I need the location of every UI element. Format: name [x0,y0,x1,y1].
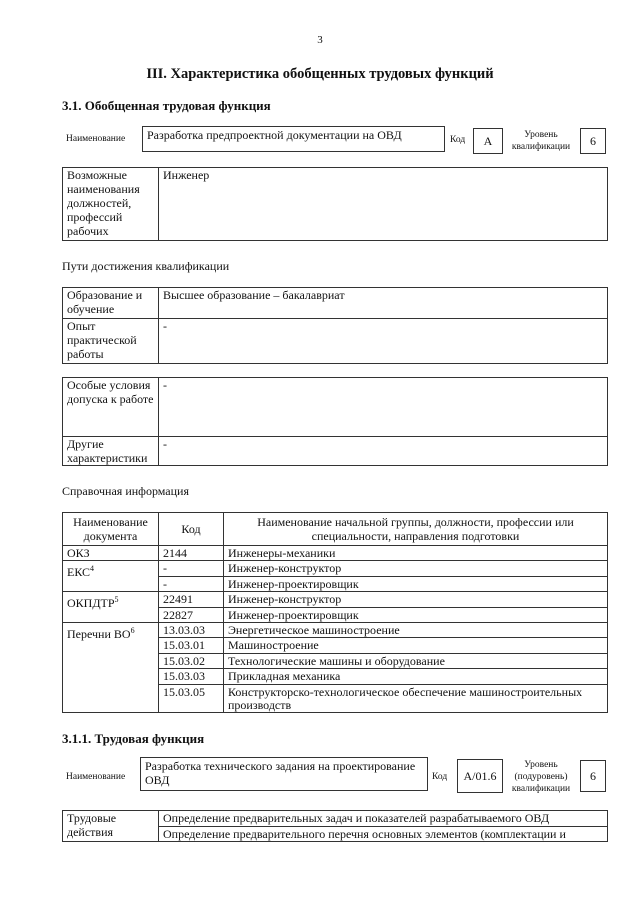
ref-code-cell: 15.03.02 [159,653,224,668]
gtf-level-label [505,129,577,153]
paths-table [62,287,608,364]
ref-row [63,561,608,576]
ref-doc-name: ОКПДТР [67,596,115,611]
tf-level-value: 6 [580,760,606,792]
ref-doc-name: ОКЗ [67,546,90,560]
ref-row [63,546,608,561]
ref-code-cell: - [159,561,224,576]
positions-label: Возможные наименования должностей, профессий рабочих [63,168,159,241]
tf-name-value: Разработка технического задания на проектирование ОВД [140,757,428,791]
ref-row [63,592,608,607]
ref-doc-name: ЕКС [67,565,91,580]
page-number: 3 [317,34,323,46]
actions-table [62,810,608,842]
ref-code-cell: 22827 [159,607,224,622]
tf-name-label: Наименование [66,772,126,782]
gtf-level-value: 6 [580,128,606,154]
ref-name-cell: Прикладная механика [224,669,608,684]
gtf-name-value: Разработка предпроектной документации на ОВД [142,126,445,152]
ref-code-cell: 15.03.05 [159,684,224,713]
ref-doc-cell [63,623,159,713]
ref-code-cell: 15.03.01 [159,638,224,653]
tf-level-label-1: Уровень [524,760,558,770]
ref-name-cell: Инженер-конструктор [224,561,608,576]
reference-table [62,512,608,713]
action-item: Определение предварительных задач и показателей разрабатываемого ОВД [159,811,608,827]
action-item: Определение предварительного перечня основных элементов (комплектации и [159,826,608,842]
ref-doc-footnote: 4 [90,564,95,574]
gtf-level-label-1: Уровень [524,130,558,140]
ref-code-cell: - [159,576,224,591]
ref-code-cell: 22491 [159,592,224,607]
gtf-heading: 3.1. Обобщенная трудовая функция [62,98,271,113]
ref-doc-name: Перечни ВО [67,627,131,642]
education-value: Высшее образование – бакалавриат [159,288,608,319]
paths-heading: Пути достижения квалификации [62,259,230,273]
ref-name-cell: Машиностроение [224,638,608,653]
ref-name-cell: Энергетическое машиностроение [224,623,608,638]
ref-code-cell: 13.03.03 [159,623,224,638]
tf-code-label: Код [432,772,448,782]
ref-col-code: Код [159,513,224,546]
education-label: Образование и обучение [63,288,159,319]
other-label: Другие характеристики [63,437,159,466]
ref-code-cell: 15.03.03 [159,669,224,684]
gtf-code-label: Код [450,135,466,145]
tf-level-label [505,759,577,795]
ref-doc-footnote: 6 [130,626,135,636]
conditions-label: Особые условия допуска к работе [63,378,159,437]
gtf-level-label-2: квалификации [511,142,571,152]
gtf-name-label: Наименование [66,134,126,144]
experience-label: Опыт практической работы [63,319,159,364]
ref-name-cell: Инженер-проектировщик [224,607,608,622]
tf-level-label-2: (подуровень) [514,772,568,782]
actions-label: Трудовые действия [63,811,159,842]
tf-code-value: A/01.6 [457,759,503,793]
ref-name-cell: Конструкторско-технологическое обеспечение машиностроительных производств [224,684,608,713]
gtf-code-value: A [473,128,503,154]
ref-col-name: Наименование начальной группы, должности, профессии или специальности, направления подготовки [224,513,608,546]
conditions-table [62,377,608,466]
ref-name-cell: Инженер-проектировщик [224,576,608,591]
ref-code-cell: 2144 [159,546,224,561]
tf-level-label-3: квалификации [511,784,571,794]
ref-doc-cell [63,546,159,561]
tf-heading: 3.1.1. Трудовая функция [62,731,205,746]
ref-doc-footnote: 5 [114,595,119,605]
positions-value: Инженер [159,168,608,241]
ref-name-cell: Инженеры-механики [224,546,608,561]
ref-name-cell: Инженер-конструктор [224,592,608,607]
section-title: III. Характеристика обобщенных трудовых функций [146,66,494,82]
experience-value: - [159,319,608,364]
ref-col-doc: Наименование документа [63,513,159,546]
reference-heading: Справочная информация [62,484,189,498]
ref-doc-cell [63,561,159,592]
ref-row [63,623,608,638]
conditions-value: - [159,378,608,437]
other-value: - [159,437,608,466]
ref-doc-cell [63,592,159,623]
ref-name-cell: Технологические машины и оборудование [224,653,608,668]
positions-table [62,167,608,241]
